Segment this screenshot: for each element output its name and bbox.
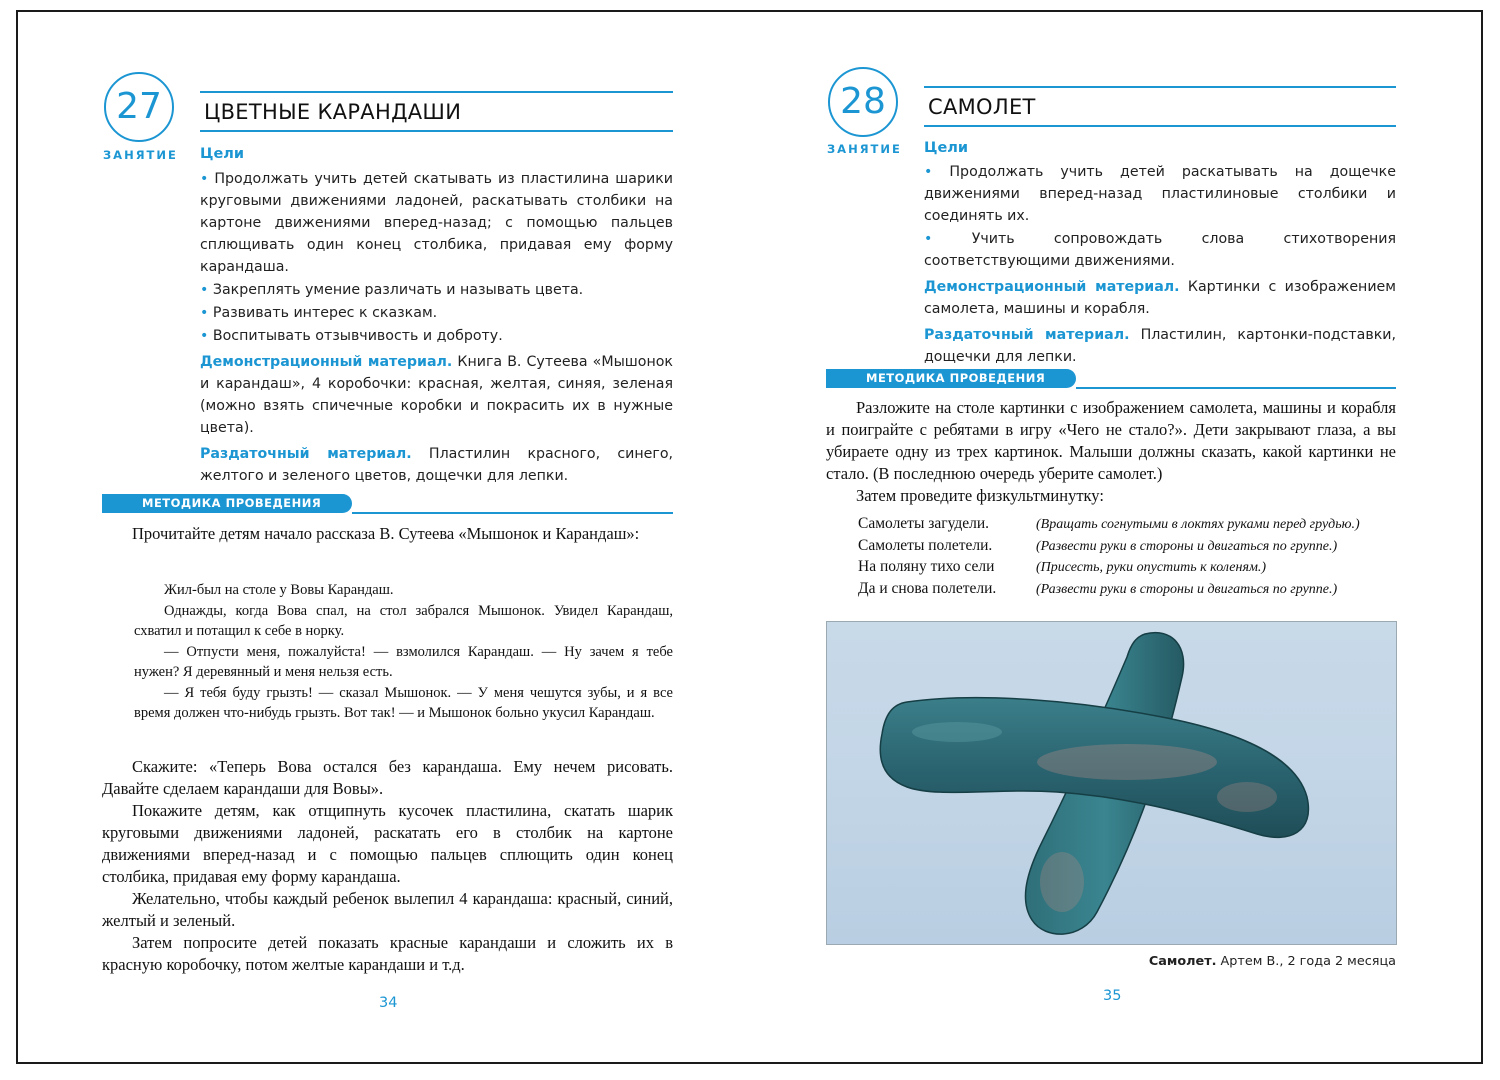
method-heading-tab: МЕТОДИКА ПРОВЕДЕНИЯ <box>826 369 1076 388</box>
paragraph: Желательно, чтобы каждый ребенок вылепил 4 карандаша: красный, синий, желтый и зеленый. <box>102 889 673 930</box>
list-item: • Закреплять умение различать и называть цвета. <box>200 282 584 298</box>
method-heading-rule <box>1076 387 1396 389</box>
paragraph: Затем попросите детей показать красные карандаши и сложить их в красную коробочку, потом желтые карандаши и т.д. <box>102 933 673 974</box>
page-number: 34 <box>379 995 398 1011</box>
page-title: ЦВЕТНЫЕ КАРАНДАШИ <box>204 100 462 124</box>
airplane-illustration <box>827 622 1397 945</box>
intro-paragraph: Прочитайте детям начало рассказа В. Сутеева «Мышонок и Карандаш»: <box>132 524 640 543</box>
goals-heading: Цели <box>924 140 969 156</box>
paragraph: Покажите детям, как отщипнуть кусочек пластилина, скатать шарик круговыми движениями ладоней, раскатать его в столбик на картоне движениями вперед-назад и с помощью пальцев сплющить один конец столбика, придавая ему форму карандаша. <box>102 801 673 886</box>
story-excerpt <box>134 580 673 724</box>
list-item: • Учить сопровождать слова стихотворения соответствующими движениями. <box>924 231 1396 269</box>
story-line: Жил-был на столе у Вовы Карандаш. <box>164 582 394 598</box>
lesson-number-badge: 27 <box>104 72 174 142</box>
poem-row <box>858 558 1266 576</box>
poem-action: (Присесть, руки опустить к коленям.) <box>1036 560 1267 575</box>
poem-line: Самолеты загудели. <box>858 515 990 532</box>
goals-heading: Цели <box>200 146 245 162</box>
paragraph: Скажите: «Теперь Вова остался без карандаша. Ему нечем рисовать. Давайте сделаем карандаши для Вовы». <box>102 757 673 798</box>
title-rule-bottom <box>200 130 673 132</box>
list-item: • Воспитывать отзывчивость и доброту. <box>200 328 503 344</box>
poem-action: (Развести руки в стороны и двигаться по группе.) <box>1036 582 1338 597</box>
list-item: • Продолжать учить детей скатывать из пластилина шарики круговыми движениями ладоней, раскатывать столбики на картоне движениями вперед-назад; с помощью пальцев сплющивать один конец столбика, придавая ему форму карандаша. <box>200 171 673 275</box>
poem-line: Самолеты полетели. <box>858 537 993 554</box>
poem-row <box>858 515 1360 533</box>
page-number: 35 <box>1103 988 1122 1004</box>
list-item: • Продолжать учить детей раскатывать на дощечке движениями вперед-назад пластилиновые столбики и соединять их. <box>924 164 1396 224</box>
method-paragraphs <box>826 397 1396 507</box>
poem-row <box>858 537 1337 555</box>
method-paragraphs <box>102 756 673 976</box>
story-line: — Отпусти меня, пожалуйста! — взмолился Карандаш. — Ну зачем я тебе нужен? Я деревянный и меня нельзя есть. <box>134 643 673 680</box>
title-rule-top <box>924 86 1396 88</box>
story-line: Однажды, когда Вова спал, на стол забрался Мышонок. Увидел Карандаш, схватил и потащил к себе в норку. <box>134 602 673 639</box>
paragraph: Затем проведите физкультминутку: <box>856 486 1104 505</box>
list-item: • Развивать интерес к сказкам. <box>200 305 438 321</box>
method-heading-rule <box>352 512 673 514</box>
plasticine-airplane-photo <box>826 621 1397 945</box>
caption-text: Артем В., 2 года 2 месяца <box>1220 954 1396 969</box>
method-heading-tab: МЕТОДИКА ПРОВЕДЕНИЯ <box>102 494 352 513</box>
poem-row <box>858 580 1337 598</box>
lesson-label: ЗАНЯТИЕ <box>103 148 178 162</box>
demo-material: Демонстрационный материал. Картинки с изображением самолета, машины и корабля. <box>924 279 1396 317</box>
paragraph: Разложите на столе картинки с изображением самолета, машины и корабля и поиграйте с ребятами в игру «Чего не стало?». Дети закрывают глаза, а вы убираете одну из трех картинок. Малыши должны сказать, какой картинки не стало. (В последнюю очередь уберите самолет.) <box>826 398 1396 483</box>
title-rule-bottom <box>924 125 1396 127</box>
handout-material: Раздаточный материал. Пластилин, картонки-подставки, дощечки для лепки. <box>924 327 1396 365</box>
photo-caption <box>1149 954 1396 969</box>
story-line: — Я тебя буду грызть! — сказал Мышонок. — У меня чешутся зубы, и я все время должен что-нибудь грызть. Вот так! — и Мышонок больно укусил Карандаш. <box>134 684 673 721</box>
handout-material: Раздаточный материал. Пластилин красного, синего, желтого и зеленого цветов, дощечки для лепки. <box>200 446 674 484</box>
goals-list <box>924 161 1396 368</box>
page-title: САМОЛЕТ <box>928 95 1036 119</box>
caption-title: Самолет. <box>1148 954 1217 969</box>
title-rule-top <box>200 91 673 93</box>
goals-list <box>200 168 673 487</box>
poem-action: (Вращать согнутыми в локтях руками перед грудью.) <box>1036 517 1360 532</box>
poem-line: На поляну тихо сели <box>858 558 995 575</box>
demo-material: Демонстрационный материал. Книга В. Сутеева «Мышонок и карандаш», 4 коробочки: красная, желтая, синяя, зеленая (можно взять спичечные коробки и покрасить их в нужные цвета). <box>200 354 673 436</box>
poem-action: (Развести руки в стороны и двигаться по группе.) <box>1036 539 1338 554</box>
lesson-number-badge: 28 <box>828 67 898 137</box>
lesson-label: ЗАНЯТИЕ <box>827 142 902 156</box>
poem-line: Да и снова полетели. <box>858 580 997 597</box>
